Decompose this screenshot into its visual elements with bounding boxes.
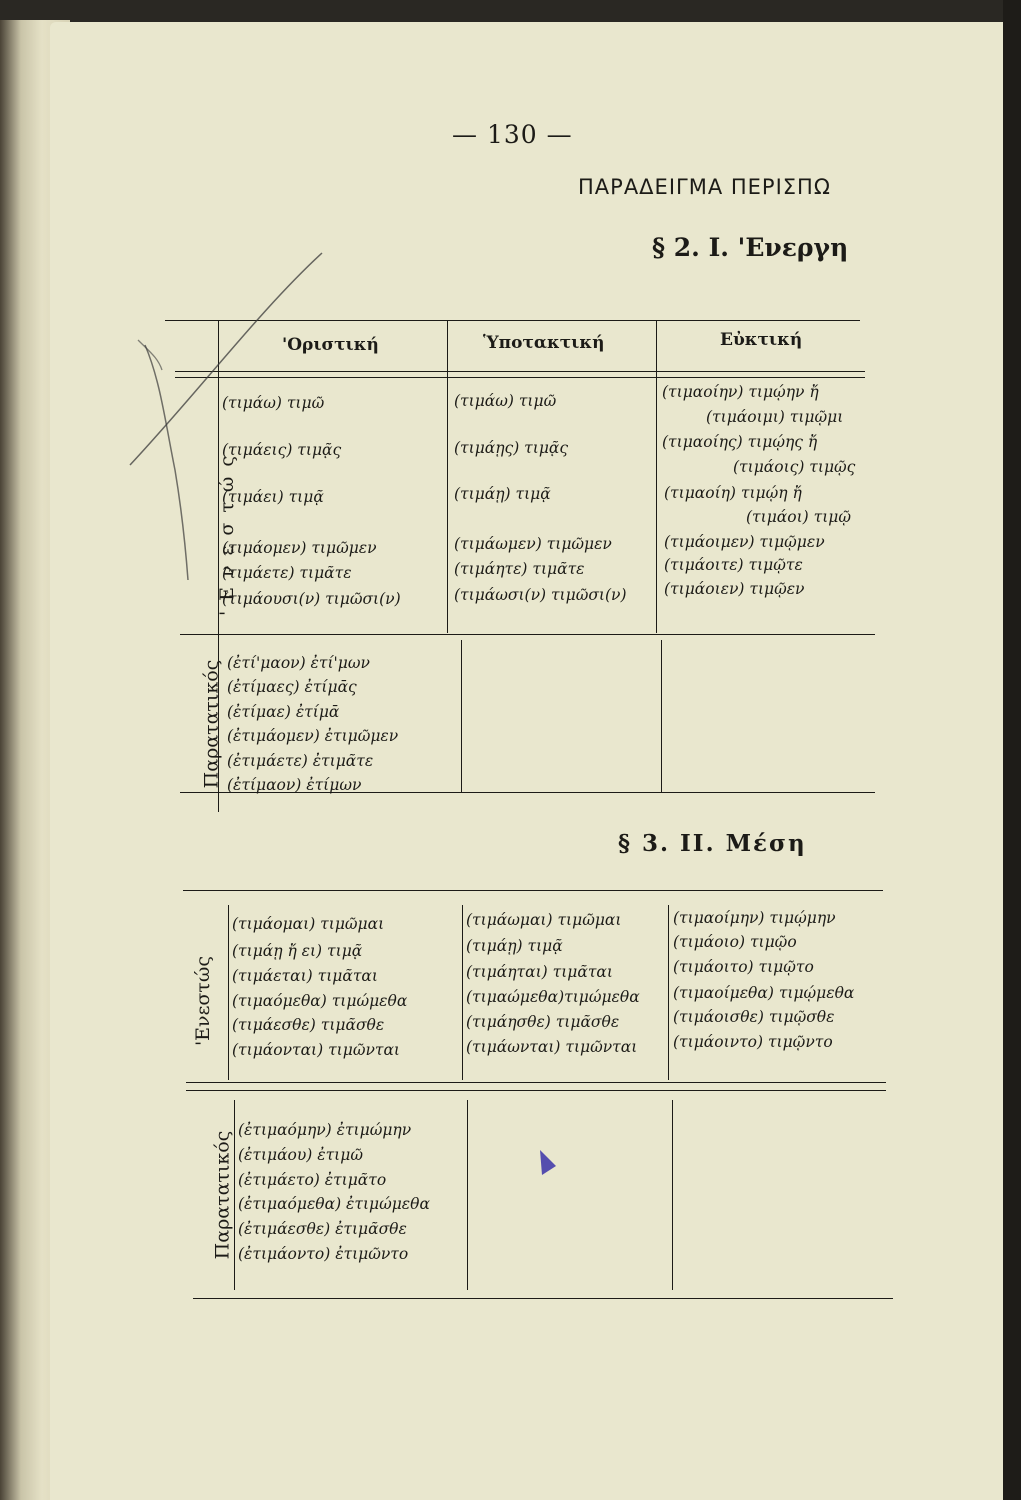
active-present-optative-4: (τιμάοις) τιμῷς (733, 458, 856, 476)
middle-present-indicative-5: (τιμάεσθε) τιμᾶσθε (232, 1016, 385, 1034)
active-present-indicative-6: (τιμάουσι(ν) τιμῶσι(ν) (222, 590, 401, 608)
col-header-subjunctive: Ὑποτακτική (483, 333, 605, 353)
middle-present-subjunctive-4: (τιμαώμεθα)τιμώμεθα (466, 988, 640, 1006)
active-present-subjunctive-5: (τιμάητε) τιμᾶτε (454, 560, 585, 578)
row-label-middle-present: 'Ενεστώς (192, 955, 215, 1047)
active-present-subjunctive-2: (τιμάῃς) τιμᾷς (454, 439, 569, 457)
middle-present-optative-4: (τιμαοίμεθα) τιμῴμεθα (673, 984, 855, 1002)
middle-present-indicative-2: (τιμάῃ ἤ ει) τιμᾷ (232, 942, 363, 960)
active-present-subjunctive-4: (τιμάωμεν) τιμῶμεν (454, 535, 612, 553)
col-header-indicative: 'Οριστική (282, 335, 379, 355)
ink-mark-icon (540, 1150, 556, 1175)
active-present-optative-6: (τιμάοι) τιμῷ (746, 508, 851, 526)
active-present-subjunctive-1: (τιμάω) τιμῶ (454, 392, 557, 410)
active-present-subjunctive-6: (τιμάωσι(ν) τιμῶσι(ν) (454, 586, 627, 604)
col-header-optative: Εὐκτική (720, 330, 803, 350)
active-imperfect-indicative-4: (ἐτιμάομεν) ἐτιμῶμεν (227, 727, 399, 745)
active-present-indicative-1: (τιμάω) τιμῶ (222, 394, 325, 412)
active-imperfect-indicative-2: (ἐτίμαες) ἐτίμᾱς (227, 678, 357, 696)
middle-imperfect-indicative-4: (ἐτιμαόμεθα) ἐτιμώμεθα (238, 1195, 430, 1213)
active-present-indicative-5: (τιμάετε) τιμᾶτε (222, 564, 352, 582)
middle-present-optative-5: (τιμάοισθε) τιμῷσθε (673, 1008, 835, 1026)
active-imperfect-indicative-3: (ἐτίμαε) ἐτίμᾱ (227, 703, 340, 721)
middle-present-indicative-4: (τιμαόμεθα) τιμώμεθα (232, 992, 408, 1010)
active-imperfect-indicative-1: (ἐτί'μαον) ἐτί'μων (227, 654, 370, 672)
middle-present-indicative-1: (τιμάομαι) τιμῶμαι (232, 915, 385, 933)
active-present-optative-1: (τιμαοίην) τιμῴην ἤ (662, 383, 819, 401)
page-number: — 130 — (452, 120, 573, 149)
middle-present-subjunctive-1: (τιμάωμαι) τιμῶμαι (466, 911, 622, 929)
middle-imperfect-indicative-5: (ἐτιμάεσθε) ἐτιμᾶσθε (238, 1220, 407, 1238)
active-present-indicative-3: (τιμάει) τιμᾷ (222, 488, 324, 506)
middle-imperfect-indicative-1: (ἐτιμαόμην) ἐτιμώμην (238, 1121, 412, 1139)
middle-present-optative-1: (τιμαοίμην) τιμῴμην (673, 909, 836, 927)
middle-present-optative-6: (τιμάοιντο) τιμῷντο (673, 1033, 833, 1051)
active-present-indicative-2: (τιμάεις) τιμᾷς (222, 441, 342, 459)
active-present-optative-2: (τιμάοιμι) τιμῷμι (706, 408, 844, 426)
middle-present-optative-2: (τιμάοιο) τιμῷο (673, 933, 797, 951)
row-label-active-present: 'Ενεστώς (216, 445, 239, 617)
row-label-active-imperfect: Παρατατικός (200, 659, 223, 789)
active-present-optative-5: (τιμαοίη) τιμῴη ἤ (664, 484, 802, 502)
section-heading-active: § 2. I. 'Ενεργη (652, 233, 849, 262)
page-title: ΠΑΡΑΔΕΙΓΜΑ ΠΕΡΙΣΠΩ (578, 175, 831, 199)
section-heading-middle: § 3. II. Μέση (618, 830, 807, 857)
active-present-optative-3: (τιμαοίης) τιμῴης ἤ (662, 433, 818, 451)
active-present-optative-9: (τιμάοιεν) τιμῷεν (664, 580, 805, 598)
middle-imperfect-indicative-6: (ἐτιμάοντο) ἐτιμῶντο (238, 1245, 409, 1263)
row-label-middle-imperfect: Παρατατικός (211, 1130, 234, 1260)
middle-present-indicative-3: (τιμάεται) τιμᾶται (232, 967, 378, 985)
active-present-subjunctive-3: (τιμάῃ) τιμᾷ (454, 485, 551, 503)
middle-present-optative-3: (τιμάοιτο) τιμῷτο (673, 958, 814, 976)
active-present-optative-8: (τιμάοιτε) τιμῷτε (664, 556, 803, 574)
middle-present-subjunctive-5: (τιμάησθε) τιμᾶσθε (466, 1013, 620, 1031)
middle-present-indicative-6: (τιμάονται) τιμῶνται (232, 1041, 400, 1059)
active-present-indicative-4: (τιμάομεν) τιμῶμεν (222, 539, 377, 557)
middle-present-subjunctive-3: (τιμάηται) τιμᾶται (466, 963, 613, 981)
active-imperfect-indicative-5: (ἐτιμάετε) ἐτιμᾶτε (227, 752, 374, 770)
active-imperfect-indicative-6: (ἐτίμαον) ἐτίμων (227, 776, 362, 794)
middle-imperfect-indicative-3: (ἐτιμάετο) ἐτιμᾶτο (238, 1171, 387, 1189)
middle-imperfect-indicative-2: (ἐτιμάου) ἐτιμῶ (238, 1146, 363, 1164)
middle-present-subjunctive-6: (τιμάωνται) τιμῶνται (466, 1038, 638, 1056)
active-present-optative-7: (τιμάοιμεν) τιμῷμεν (664, 533, 825, 551)
middle-present-subjunctive-2: (τιμάῃ) τιμᾷ (466, 937, 563, 955)
